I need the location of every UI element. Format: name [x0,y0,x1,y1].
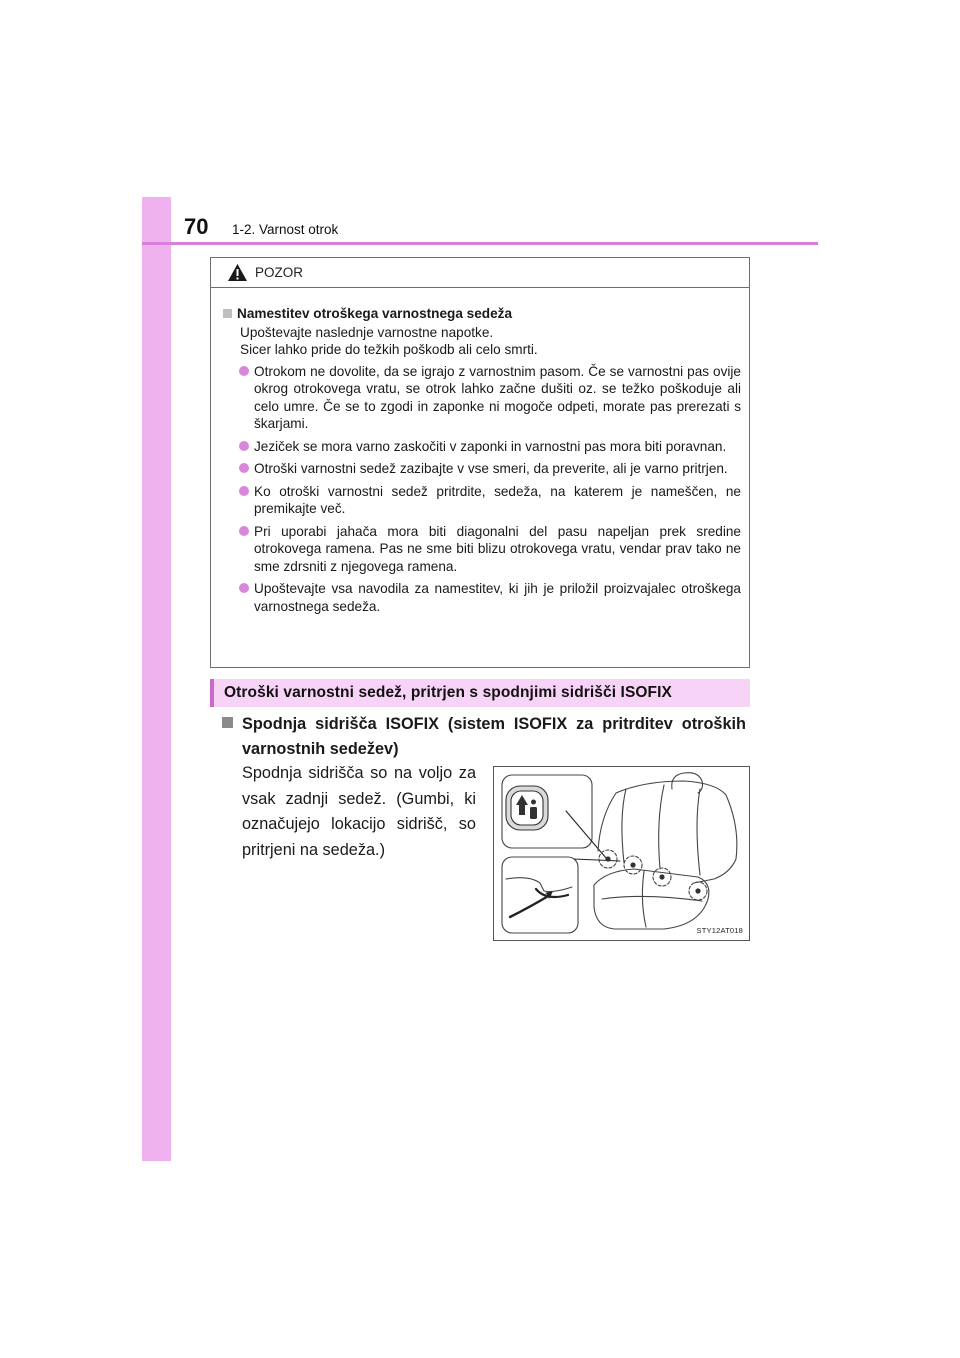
bullet-dot-icon [239,463,249,473]
warning-header [211,258,749,288]
warning-list-item: Pri uporabi jahača mora biti diagonalni del pasu napeljan prek sredine otrokovega ramena. Pas ne sme biti blizu otrokovega vratu, vendar prav tako ne sme zdrsniti z njegovega ramena. [223,523,741,576]
paragraph-heading: Spodnja sidrišča ISOFIX (sistem ISOFIX za pritrditev otroških varnostnih sedežev) [222,712,746,762]
bullet-dot-icon [239,486,249,496]
square-bullet-icon [223,309,232,318]
warning-intro-line: Upoštevajte naslednje varnostne napotke. [240,324,494,340]
bullet-dot-icon [239,366,249,376]
figure-code: STY12AT018 [696,926,743,935]
page-number: 70 [184,214,209,239]
warning-list-item: Upoštevajte vsa navodila za namestitev, ki jih je priložil proizvajalec otroškega varnostnega sedeža. [223,580,741,615]
section-banner: Otroški varnostni sedež, pritrjen s spodnjimi sidrišči ISOFIX [210,679,750,707]
warning-list-item: Ko otroški varnostni sedež pritrdite, sedeža, na katerem je nameščen, ne premikajte več. [223,483,741,518]
warning-list [223,363,741,616]
square-bullet-icon [222,717,233,728]
warning-body [211,288,749,615]
rear-seat-illustration [494,767,751,942]
warning-intro-line: Sicer lahko pride do težkih poškodb ali celo smrti. [240,342,538,357]
side-accent-strip [142,197,171,1161]
warning-list-item: Otroški varnostni sedež zazibajte v vse smeri, da preverite, ali je varno pritrjen. [223,460,741,478]
warning-list-item: Otrokom ne dovolite, da se igrajo z varnostnim pasom. Če se varnostni pas ovije okrog otrokovega vratu, se otrok lahko začne dušiti oz. se težko poškoduje ali celo umre. Če se to zgodi in zaponke ni mogoče odpeti, morate pas prerezati s škarjami. [223,363,741,433]
header-rule [142,242,818,245]
warning-list-item: Jeziček se mora varno zaskočiti v zaponki in varnostni pas mora biti poravnan. [223,438,741,456]
warning-subtitle: Namestitev otroškega varnostnega sedeža [223,305,741,323]
bullet-dot-icon [239,441,249,451]
isofix-figure [493,766,750,941]
bullet-dot-icon [239,583,249,593]
section-header: 1-2. Varnost otrok [232,222,339,237]
bullet-dot-icon [239,526,249,536]
paragraph-body: Spodnja sidrišča so na voljo za vsak zadnji sedež. (Gumbi, ki označujejo lokacijo sidrišč, so pritrjeni na sedeža.) [242,764,476,859]
warning-triangle-icon [227,263,248,282]
warning-box [210,257,750,668]
warning-label: POZOR [255,265,304,280]
